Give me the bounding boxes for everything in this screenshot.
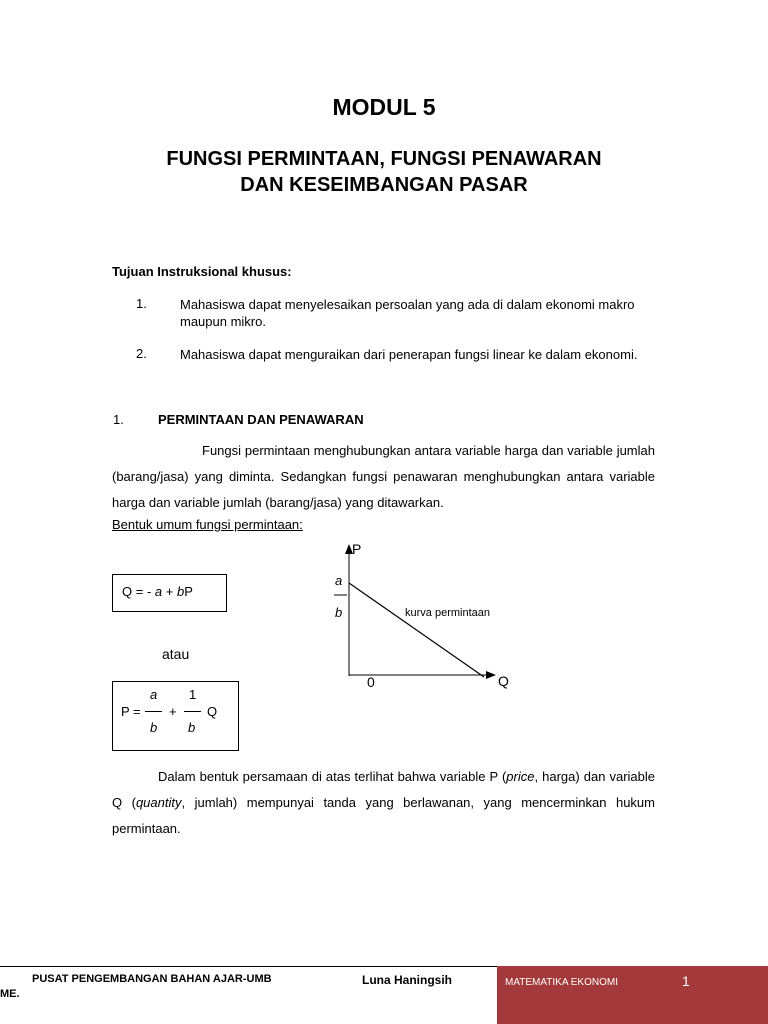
page-number: 1 xyxy=(682,973,690,989)
atau-label: atau xyxy=(162,646,190,662)
objective-text: Mahasiswa dapat menguraikan dari penerapan fungsi linear ke dalam ekonomi. xyxy=(180,347,638,362)
q-axis-arrow xyxy=(486,671,496,679)
intercept-numerator: a xyxy=(335,573,343,588)
objective-number: 1. xyxy=(136,296,147,311)
intercept-denominator: b xyxy=(335,605,343,620)
paragraph-definition: Fungsi permintaan menghubungkan antara variable harga dan variable jumlah (barang/jasa) yang diminta. Sedangkan fungsi penawaran menghubungkan antara variable harga dan variable jumlah (barang/jasa) yang ditawarkan. xyxy=(112,443,655,510)
footer-me: ME. xyxy=(0,988,20,1000)
section-title: PERMINTAAN DAN PENAWARAN xyxy=(158,412,364,427)
page-title-line2: DAN KESEIMBANGAN PASAR xyxy=(240,174,528,196)
equation2-q: Q xyxy=(207,704,218,719)
footer-institution: PUSAT PENGEMBANGAN BAHAN AJAR-UMB xyxy=(32,973,272,985)
equation2-numerator-1: 1 xyxy=(189,687,197,702)
module-number: MODUL 5 xyxy=(332,94,436,120)
equation2-denominator-b: b xyxy=(188,720,196,735)
objective-number: 2. xyxy=(136,346,147,361)
demand-line xyxy=(349,583,484,677)
section-number: 1. xyxy=(113,412,124,427)
equation2-plus: + xyxy=(169,704,177,719)
p-axis-label: P xyxy=(352,541,362,557)
demand-equation-1: Q = - a + bP xyxy=(122,584,193,599)
page-title-line1: FUNGSI PERMINTAAN, FUNGSI PENAWARAN xyxy=(166,148,602,170)
origin-label: 0 xyxy=(367,674,375,690)
footer-author: Luna Haningsih xyxy=(362,973,452,987)
footer-subject: MATEMATIKA EKONOMI xyxy=(505,977,618,988)
equation2-lhs: P = xyxy=(121,704,141,719)
equation2-denominator-b: b xyxy=(150,720,158,735)
curve-label: kurva permintaan xyxy=(405,607,490,619)
equation2-numerator-a: a xyxy=(150,687,158,702)
paragraph-explanation: Dalam bentuk persamaan di atas terlihat bahwa variable P (price, harga) dan variable Q (quantity, jumlah) mempunyai tanda yang berlawanan, yang mencerminkan hukum permintaan. xyxy=(112,769,655,836)
objectives-heading: Tujuan Instruksional khusus: xyxy=(112,264,292,279)
q-axis-label: Q xyxy=(498,673,509,689)
objective-text: Mahasiswa dapat menyelesaikan persoalan yang ada di dalam ekonomi makro maupun mikro. xyxy=(180,297,635,329)
footer-accent-block xyxy=(497,966,768,1024)
general-form-label: Bentuk umum fungsi permintaan: xyxy=(112,517,303,532)
